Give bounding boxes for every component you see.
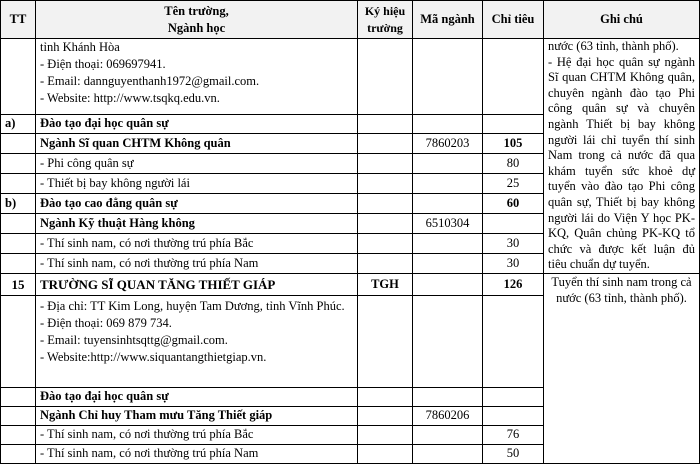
info-line: - Website: http://www.tsqkq.edu.vn. (40, 91, 220, 105)
info-line: - Địa chỉ: TT Kim Long, huyện Tam Dương, tỉnh Vĩnh Phúc. (40, 298, 345, 313)
cell-quota (483, 114, 544, 134)
cell-major-code: 7860203 (413, 134, 483, 154)
cell-tt (1, 214, 36, 234)
cell-major-code (413, 387, 483, 406)
header-school (36, 1, 358, 39)
cell-major-code (413, 444, 483, 463)
info-line: - Email: dannguyenthanh1972@gmail.com. (40, 74, 260, 88)
cell-quota (483, 387, 544, 406)
cell-school-code (358, 39, 413, 115)
cell-major-code (413, 253, 483, 273)
header-quota: Chỉ tiêu (483, 1, 544, 39)
cell-tt (1, 154, 36, 174)
info-line: - Điện thoại: 069 879 734. (40, 315, 172, 330)
cell-school-code (358, 214, 413, 234)
cell-tt (1, 174, 36, 194)
cell-major-code (413, 154, 483, 174)
header-school-code (358, 1, 413, 39)
header-school-line1: Tên trường, (164, 3, 229, 18)
cell-tt (1, 387, 36, 406)
cell-quota: 30 (483, 253, 544, 273)
cell-quota: 126 (483, 273, 544, 295)
cell-name: - Thí sinh nam, có nơi thường trú phía Bắc (36, 234, 358, 254)
cell-major-code (413, 295, 483, 387)
header-school-line2: Ngành học (167, 20, 226, 35)
header-code-line2: trường (367, 20, 403, 35)
cell-quota: 60 (483, 194, 544, 214)
note-line: - Hệ đại học quân sự ngành Sĩ quan CHTM Không quân, chuyên ngành đào tạo Phi công quân sự và chuyên ngành Thiết bị bay không người lái chỉ tuyển thí sinh Nam trong cả nước đã qua khám tuyển sức khoẻ dự tuyển vào đào tạo Phi công quân sự, Thiết bị bay không người lái do Viện Y học PK-KQ, Quân chủng PK-KQ tổ chức và được kết luận đủ tiêu chuẩn dự tuyển. (548, 54, 695, 272)
cell-tt (1, 253, 36, 273)
header-tt: TT (1, 1, 36, 39)
cell-quota (483, 214, 544, 234)
school-info (36, 39, 358, 115)
cell-major-code (413, 234, 483, 254)
cell-name: - Thiết bị bay không người lái (36, 174, 358, 194)
cell-name: Đào tạo đại học quân sự (36, 387, 358, 406)
note-cell (544, 39, 700, 274)
cell-major-code (413, 194, 483, 214)
info-line: - Điện thoại: 069697941. (40, 57, 166, 71)
header-code-line1: Ký hiệu (364, 3, 406, 18)
cell-tt: b) (1, 194, 36, 214)
cell-quota: 105 (483, 134, 544, 154)
cell-quota: 50 (483, 444, 544, 463)
cell-school-code (358, 253, 413, 273)
cell-school-code (358, 444, 413, 463)
school-name: TRƯỜNG SĨ QUAN TĂNG THIẾT GIÁP (36, 273, 358, 295)
cell-quota (483, 295, 544, 387)
cell-tt (1, 234, 36, 254)
cell-school-code (358, 387, 413, 406)
cell-school-code (358, 154, 413, 174)
cell-tt (1, 295, 36, 387)
table-row-school (1, 273, 700, 295)
cell-name: - Thí sinh nam, có nơi thường trú phía Nam (36, 253, 358, 273)
cell-school-code (358, 425, 413, 444)
cell-major-code (413, 174, 483, 194)
cell-name: Ngành Chỉ huy Tham mưu Tăng Thiết giáp (36, 406, 358, 425)
cell-major-code (413, 114, 483, 134)
header-note: Ghi chú (544, 1, 700, 39)
cell-school-code (358, 134, 413, 154)
cell-school-code: TGH (358, 273, 413, 295)
info-line: - Website:http://www.siquantangthietgiap.vn. (40, 349, 267, 364)
cell-school-code (358, 174, 413, 194)
cell-tt (1, 134, 36, 154)
note-line: nước (63 tỉnh, thành phố). (548, 39, 679, 53)
cell-quota (483, 39, 544, 115)
cell-name: - Thí sinh nam, có nơi thường trú phía Bắc (36, 425, 358, 444)
info-line: tỉnh Khánh Hòa (40, 40, 120, 54)
cell-school-code (358, 406, 413, 425)
cell-tt (1, 39, 36, 115)
info-line: - Email: tuyensinhtsqttg@gmail.com. (40, 332, 228, 347)
cell-major-code (413, 273, 483, 295)
cell-school-code (358, 194, 413, 214)
note-cell: Tuyển thí sinh nam trong cả nước (63 tỉnh, thành phố). (544, 273, 700, 463)
cell-tt: 15 (1, 273, 36, 295)
header-row (1, 1, 700, 39)
cell-quota (483, 406, 544, 425)
cell-school-code (358, 234, 413, 254)
cell-school-code (358, 114, 413, 134)
cell-name: Ngành Sĩ quan CHTM Không quân (36, 134, 358, 154)
cell-major-code: 6510304 (413, 214, 483, 234)
cell-name: - Phi công quân sự (36, 154, 358, 174)
cell-quota: 30 (483, 234, 544, 254)
header-major-code: Mã ngành (413, 1, 483, 39)
cell-name: Đào tạo cao đẳng quân sự (36, 194, 358, 214)
table-row (1, 39, 700, 115)
cell-quota: 80 (483, 154, 544, 174)
cell-major-code (413, 425, 483, 444)
cell-name: - Thí sinh nam, có nơi thường trú phía Nam (36, 444, 358, 463)
cell-tt: a) (1, 114, 36, 134)
cell-quota: 25 (483, 174, 544, 194)
school-info (36, 295, 358, 387)
cell-tt (1, 444, 36, 463)
cell-school-code (358, 295, 413, 387)
cell-name: Ngành Kỹ thuật Hàng không (36, 214, 358, 234)
cell-major-code (413, 39, 483, 115)
cell-quota: 76 (483, 425, 544, 444)
cell-major-code: 7860206 (413, 406, 483, 425)
cell-tt (1, 425, 36, 444)
cell-name: Đào tạo đại học quân sự (36, 114, 358, 134)
cell-tt (1, 406, 36, 425)
